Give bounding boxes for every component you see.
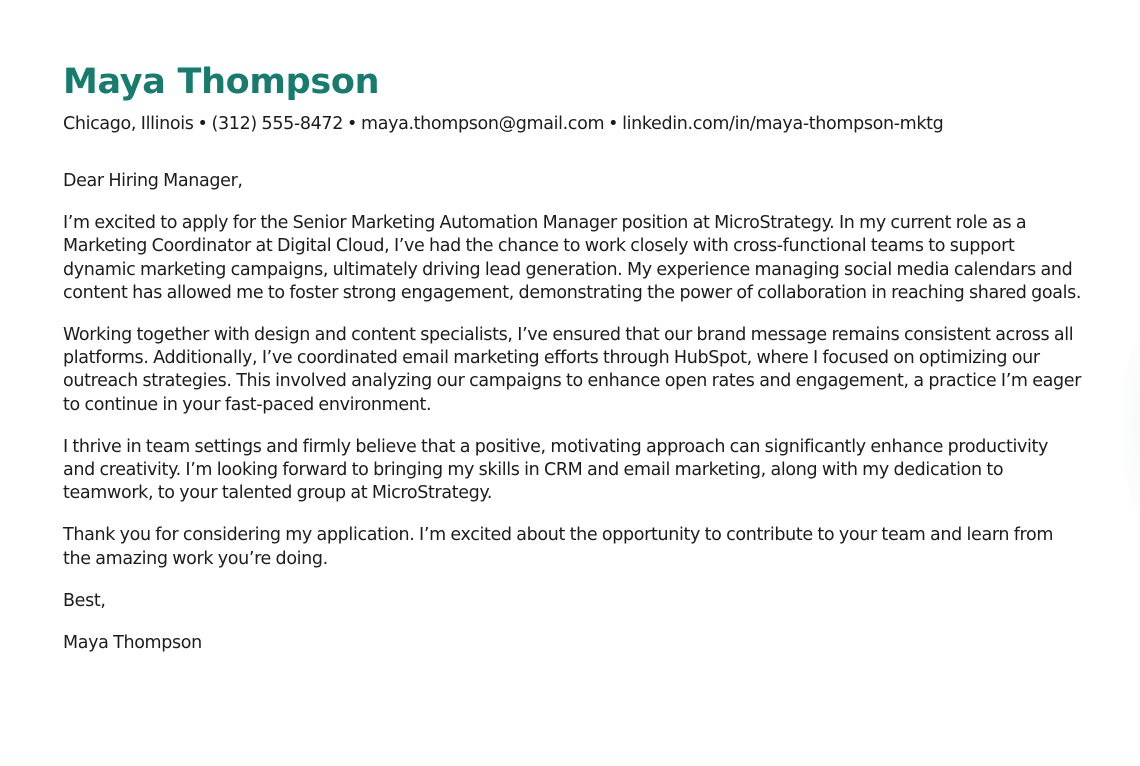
separator: • <box>347 114 357 134</box>
separator: • <box>197 114 208 134</box>
signature: Maya Thompson <box>63 633 202 654</box>
contact-location: Chicago, Illinois <box>63 114 194 134</box>
paragraph-4: Thank you for considering my application. I’m excited about the opportunity to contribute to your team and learn from the amazing work you’re doing. <box>63 525 1054 569</box>
paragraph-3: I thrive in team settings and firmly believe that a positive, motivating approach can significantly enhance productivity and creativity. I’m looking forward to bringing my skills in CRM and email marketing, along with my dedication to teamwork, to your talented group at MicroStrategy. <box>63 436 1049 504</box>
edge-shadow <box>1120 330 1140 520</box>
salutation: Dear Hiring Manager, <box>63 171 243 191</box>
separator: • <box>608 114 619 134</box>
letter-body <box>63 170 1083 655</box>
paragraph-2: Working together with design and content specialists, I’ve ensured that our brand message remains consistent across all platforms. Additionally, I’ve coordinated email marketing efforts through HubSpot, where I focused on optimizing our outreach strategies. This involved analyzing our campaigns to enhance open rates and engagement, a practice I’m eager to continue in your fast-paced environment. <box>63 325 1082 415</box>
contact-phone: (312) 555-8472 <box>211 114 344 134</box>
applicant-name: Maya Thompson <box>63 62 380 102</box>
cover-letter <box>63 58 1083 674</box>
contact-linkedin: linkedin.com/in/maya-thompson-mktg <box>622 114 944 134</box>
paragraph-1: I’m excited to apply for the Senior Marketing Automation Manager position at MicroStrategy. In my current role as a Marketing Coordinator at Digital Cloud, I’ve had the chance to work closely with cross-functional teams to support dynamic marketing campaigns, ultimately driving lead generation. My experience managing social media calendars and content has allowed me to foster strong engagement, demonstrating the power of collaboration in reaching shared goals. <box>63 213 1082 303</box>
contact-line <box>63 112 1083 136</box>
closing: Best, <box>63 590 106 611</box>
contact-email: maya.thompson@gmail.com <box>361 114 605 134</box>
